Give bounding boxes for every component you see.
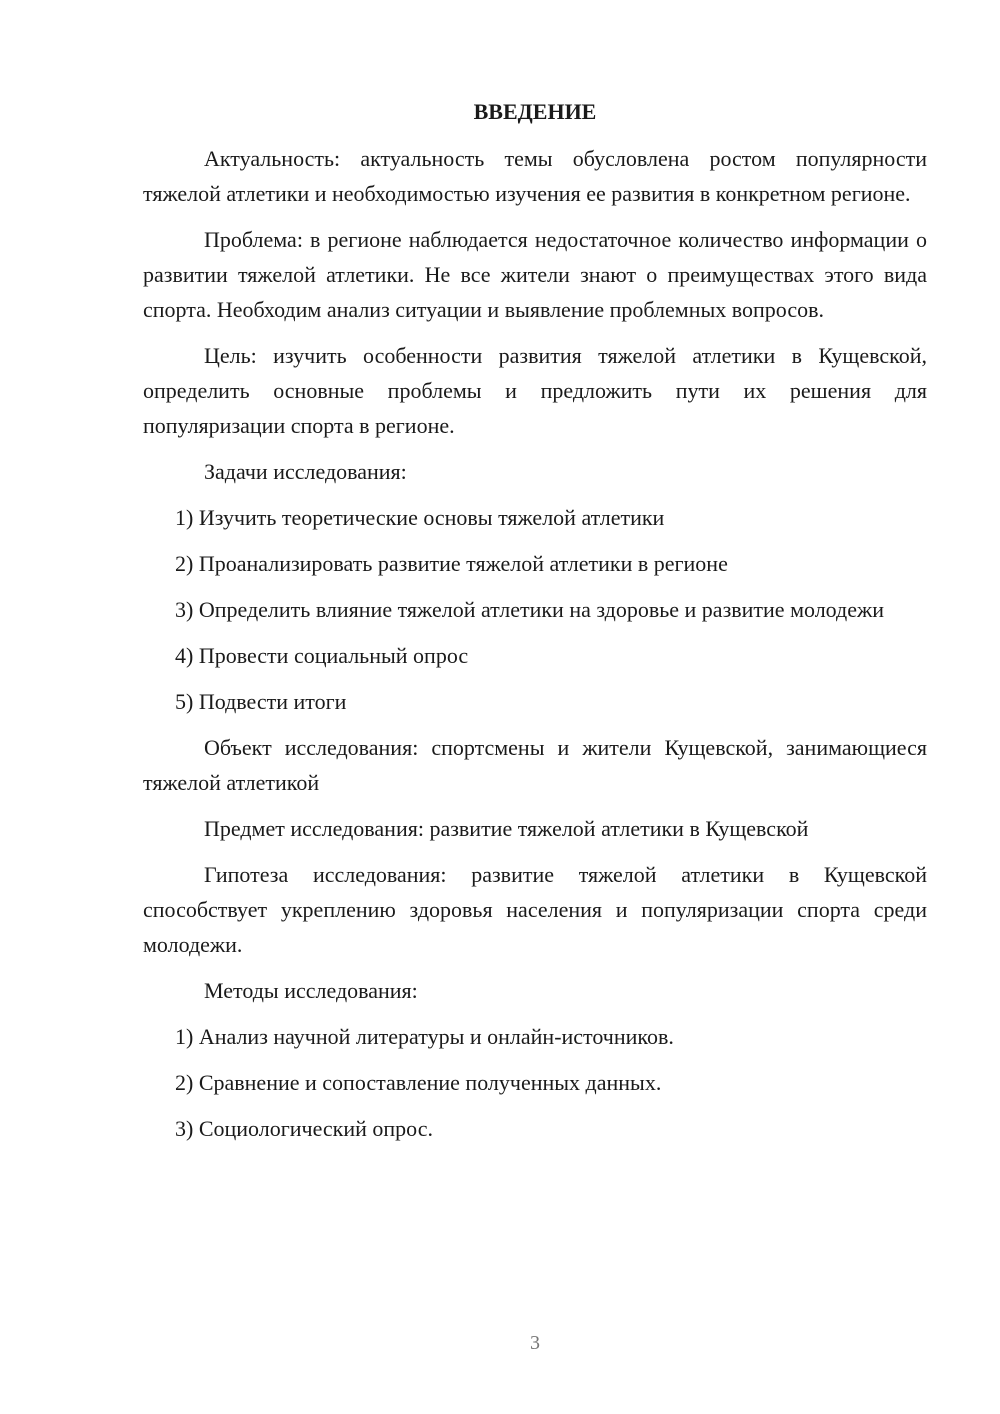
page-body [143,94,927,1157]
paragraph-object: Объект исследования: спортсмены и жители Кущевской, занимающиеся тяжелой атлетикой [143,735,927,795]
task-item-2: 2) Проанализировать развитие тяжелой атлетики в регионе [175,551,728,576]
task-item-4: 4) Провести социальный опрос [175,643,469,668]
task-item-5: 5) Подвести итоги [175,689,347,714]
paragraph-subject: Предмет исследования: развитие тяжелой атлетики в Кущевской [204,816,809,841]
method-item-2: 2) Сравнение и сопоставление полученных данных. [175,1070,662,1095]
page-title: ВВЕДЕНИЕ [473,99,597,124]
task-item-1: 1) Изучить теоретические основы тяжелой атлетики [175,505,665,530]
method-item-3: 3) Социологический опрос. [175,1116,433,1141]
paragraph-relevance: Актуальность: актуальность темы обусловлена ростом популярности тяжелой атлетики и необходимостью изучения ее развития в конкретном регионе. [143,146,927,206]
tasks-heading: Задачи исследования: [204,459,407,484]
methods-heading: Методы исследования: [204,978,418,1003]
task-item-3: 3) Определить влияние тяжелой атлетики на здоровье и развитие молодежи [175,597,884,622]
method-item-1: 1) Анализ научной литературы и онлайн-источников. [175,1024,674,1049]
page-number: 3 [530,1332,540,1354]
paragraph-hypothesis: Гипотеза исследования: развитие тяжелой атлетики в Кущевской способствует укреплению здоровья населения и популяризации спорта среди молодежи. [143,862,927,957]
paragraph-goal: Цель: изучить особенности развития тяжелой атлетики в Кущевской, определить основные проблемы и предложить пути их решения для популяризации спорта в регионе. [143,343,927,438]
paragraph-problem: Проблема: в регионе наблюдается недостаточное количество информации о развитии тяжелой атлетики. Не все жители знают о преимуществах этого вида спорта. Необходим анализ ситуации и выявление проблемных вопросов. [143,227,927,322]
